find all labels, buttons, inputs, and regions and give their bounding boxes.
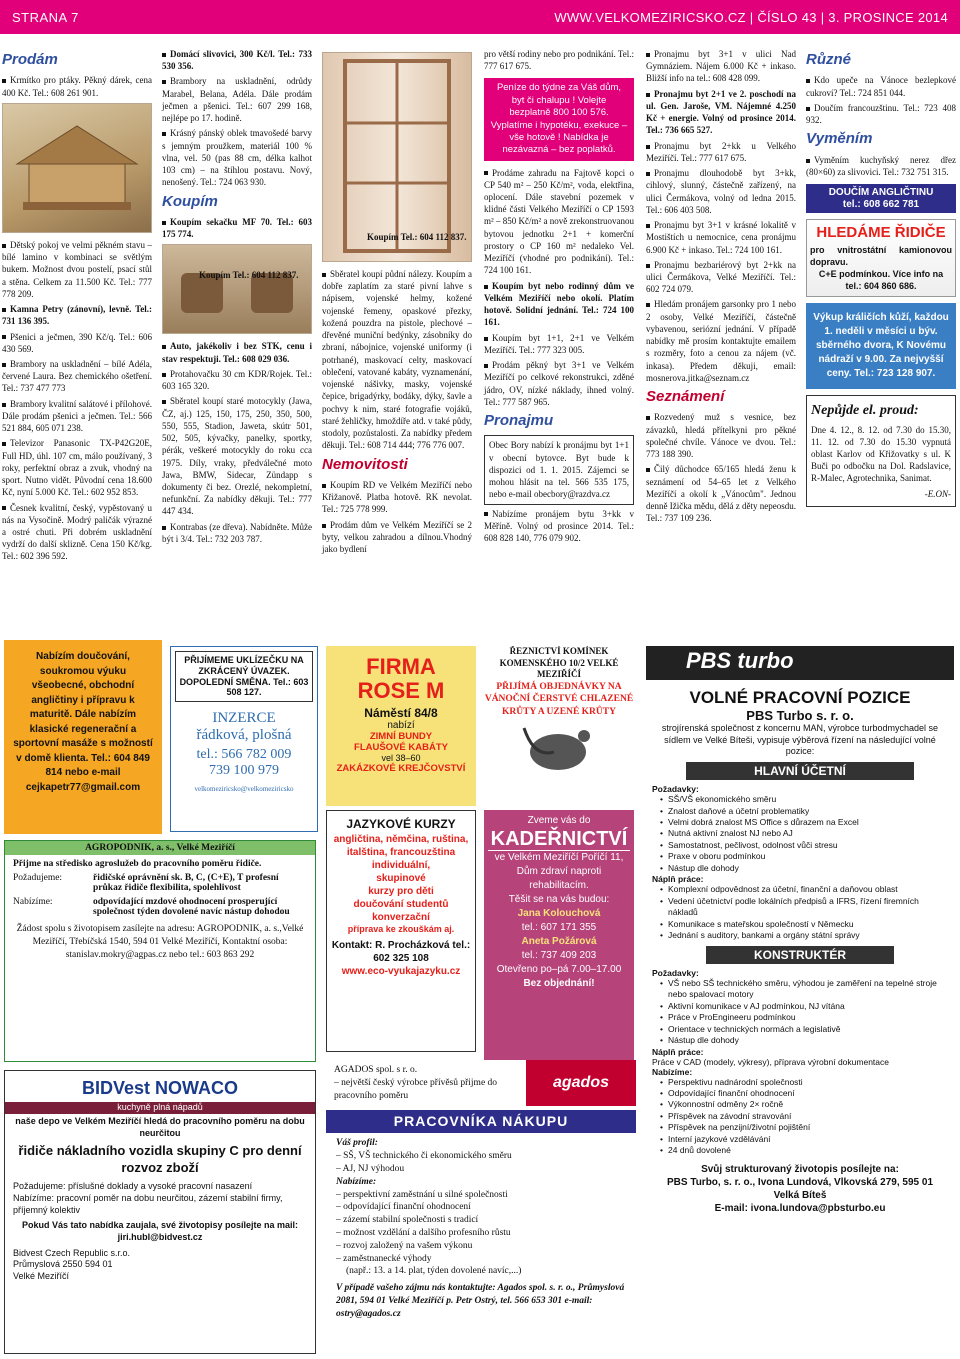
header-info: WWW.VELKOMEZIRICSKO.CZ | ČÍSLO 43 | 3. PROSINCE 2014 [554, 9, 948, 25]
jazyk-item: kurzy pro děti [368, 885, 434, 897]
list-item: • Vedení účetnictví podle lokálních předpisů a IFRS, řízení firemních nákladů [660, 896, 948, 919]
list-item: • Nástup dle dohody [660, 1035, 948, 1046]
section-title-nemovitosti: Nemovitosti [322, 455, 408, 473]
agados-prof-item: – AJ, NJ výhodou [336, 1163, 405, 1174]
agados-ad [326, 1060, 636, 1350]
pbs-offer-list [652, 1077, 948, 1157]
kader-hours: Otevřeno po–pá 7.00–17.00 [496, 964, 622, 975]
classified-ad: Sběratel koupí půdní nálezy. Koupím a dobře zaplatím za staré pivní lahve s nápisem, vojenské helmy, kožené vojenské řemeny, opaskové přezky, kožená pouzdra na pistole, plechové – dřevěné muniční bedýnky, zásobníky do zbraní, nábojnice, vojenské uniformy (i potrhané), maskovací celty, maskovací oblečení, vatované kabáty, vyznamenání, vojenské nášivky, masky, vojenské čepice, brigadýrky, bodáky, dýky, šavle a pochvy k nim, staré fotografie vojáků, staré žehličky, hmoždíře atd. v také půdy, stodoly, pozůstalosti. Za nabídky předem děkuji. Tel.: 608 714 444; 776 776 007. [322, 269, 472, 451]
power-outage-title: Nepůjde el. proud: [811, 402, 919, 418]
section-label: Váš profil: [336, 1138, 378, 1149]
inzerce-email: velkomeziricsko@velkomeziricsko [194, 785, 294, 794]
list-item: • SŠ/VŠ ekonomického směru [660, 794, 948, 805]
section-label: Požadavky: [652, 967, 699, 978]
classified-ad: pro větší rodiny nebo pro podnikání. Tel.: 777 617 675. [484, 49, 634, 72]
bidvest-tagline: kuchyně plná nápadů [5, 1102, 315, 1114]
classified-ad: Prodám dům ve Velkém Meziříčí se 2 byty, velkou zahradou a dílnou.Vhodný jako bydlení [322, 519, 472, 555]
bory-box: Obec Bory nabízí k pronájmu byt 1+1 v obecní bytovce. Byt bude k dispozici od 1. 1. 2015. Zájemci se mohou hlásit na tel. 566 535 175, nebo e-mail obecbory@razdva.cz [484, 435, 634, 504]
agropodnik-ad [4, 840, 316, 1062]
column-5 [646, 48, 796, 528]
classified-ad: Televizor Panasonic TX-P42G20E, Full HD, úhl. 107 cm, málo používaný, 3 roky, perfektní obraz a zvuk, vhodný na sport. Nutno vidět. Původní cena 18.600 Kč, nyní 5.000 Kč. Tel.: 602 952 853. [2, 438, 152, 498]
inzerce-phone-2: 739 100 979 [209, 763, 279, 779]
kader-staff-intro: Těšit se na vás budou: [508, 894, 610, 905]
classified-ad: Koupím byt nebo rodinný dům ve Velkém Meziříčí nebo okolí. Platím hotově. Solidní jednání. Tel.: 724 100 161. [484, 280, 634, 328]
classified-ad: Pronajmu byt 2+kk u Velkého Meziříčí. Tel.: 777 617 675. [646, 140, 796, 163]
kader-invite: Zveme vás do [527, 815, 591, 826]
hledame-ridice-ad [806, 219, 956, 296]
classified-ad: Krmítko pro ptáky. Pěkný dárek, cena 400 Kč. Tel.: 608 261 901. [2, 75, 152, 98]
agro-off-row [13, 897, 307, 917]
column-3 [322, 48, 472, 558]
house-buy-box: Peníze do týdne za Váš dům, byt či chalupu ! Volejte bezplatně 800 100 576. Vyplatíme i hypotéku, exekuce – vše hotově ! Nabídka je nezávazná – bez poplatků. [484, 78, 634, 160]
firma-address: Náměstí 84/8 [364, 706, 438, 720]
pbs-title: VOLNÉ PRACOVNÍ POZICE [689, 688, 911, 707]
classified-ad: Česnek kvalitní, český, vypěstovaný u nás na Vysočině. Modrý paličák výrazné a ostré chuti. Při dobrém uskladnění vydrží do další sklizně. Cena 150 Kč/kg. Tel.: 602 396 592. [2, 502, 152, 562]
agados-prof-item: – SŠ, VŠ technického či ekonomického směru [336, 1151, 512, 1162]
agados-off-item: – rozvoj založený na vašem výkonu [336, 1240, 473, 1251]
pbs-job-title: KONSTRUKTÉR [706, 946, 894, 964]
pbs-company: PBS Turbo s. r. o. [746, 708, 854, 723]
firma-sizes: vel 38–60 [381, 753, 421, 763]
jazyk-langs: angličtina, němčina, ruština, italština, francouzština [333, 833, 469, 858]
firma-label: FIRMA [366, 654, 436, 679]
classified-ad: Auto, jakékoliv i bez STK, cenu i stav respektuji. Tel.: 608 029 036. [162, 341, 312, 364]
pbs-intro: strojírenská společnost z koncernu MAN, výrobce turbodmychadel se sídlem ve Velké Bíteši, vypisuje výběrová řízení na následující volné pozice: [661, 723, 939, 757]
pbs-foot-line: Svůj strukturovaný životopis posílejte na: [701, 1163, 899, 1175]
column-4 [484, 48, 634, 547]
bidvest-contact: Pokud Vás tato nabídka zaujala, své životopisy posílejte na mail: jiri.hubl@bidvest.cz [21, 1220, 299, 1242]
section-label: Požadavky: [652, 784, 699, 795]
reznictvi-offer: PŘIJÍMÁ OBJEDNÁVKY NA VÁNOČNÍ ČERSTVÉ CHLAZENÉ KRŮTY A UZENÉ KRŮTY [484, 682, 634, 717]
agados-head-block [326, 1060, 516, 1106]
list-item: • Perspektivu nadnárodní společnosti [660, 1077, 948, 1088]
bird-feeder-photo [2, 103, 152, 233]
agro-title: AGROPODNIK, a. s., Velké Meziříčí [5, 841, 315, 855]
column-prodam [2, 48, 152, 566]
agro-req-text: řidičské oprávnění sk. B, C, (C+E), T profesní průkaz řidiče flexibilita, spolehlivost [93, 873, 279, 893]
kader-title: KADEŘNICTVÍ [488, 828, 630, 851]
pbs-job2-details [646, 968, 954, 1157]
armchairs-photo [162, 244, 312, 334]
list-item: • Orientace v technických normách a legislativě [660, 1024, 948, 1035]
pbs-req2-list [652, 978, 948, 1047]
list-item: • Nástup dle dohody [660, 863, 948, 874]
agro-off-text: odpovídající mzdové ohodnocení prosperující společnost týden dovolené navíc nástup dohodou [93, 897, 290, 917]
wall-unit-photo [322, 52, 472, 262]
inzerce-ad [170, 646, 318, 832]
classified-ad: Doučím francouzštinu. Tel.: 723 408 932. [806, 102, 956, 126]
pbs-job1-details [646, 784, 954, 942]
pbs-work2-text: Práce v CAD (modely, výkresy), příprava výrobní dokumentace [652, 1056, 889, 1067]
pbs-job-title: HLAVNÍ ÚČETNÍ [686, 762, 914, 780]
power-outage-box [806, 395, 956, 507]
pbs-foot-line: PBS Turbo, s. r. o., Ivona Lundová, Vlkovská 279, 595 01 Velká Bíteš [666, 1176, 934, 1201]
classified-ad: Kdo upeče na Vánoce bezlepkové cukroví? Tel.: 724 851 044. [806, 75, 956, 98]
agro-req-label: Požadujeme: [13, 873, 63, 883]
section-label: Nabízíme: [652, 1066, 693, 1077]
pbs-foot-line: E-mail: ivona.lundova@pbsturbo.eu [714, 1202, 886, 1214]
agados-head: AGADOS spol. s r. o. [334, 1065, 418, 1075]
list-item: • Praxe v oboru podmínkou [660, 851, 948, 862]
classified-ad: Koupím RD ve Velkém Meziříčí nebo Křižanově. Platba hotově. RK nevolat. Tel.: 725 778 999. [322, 479, 472, 515]
firma-item: FLAUŠOVÉ KABÁTY [354, 742, 448, 753]
classified-ad: Čilý důchodce 65/165 hledá ženu k seznámení od 54–65 let z Velkého Meziříčí a okolí k „Vánocům". Jednou denně Ižička mědu, dělá z děty nepeosdu. Tel.: 737 109 236. [646, 464, 796, 524]
doucim-anglictinu-ad [806, 184, 956, 213]
pbs-logo: PBS turbo [646, 646, 954, 680]
jazyk-item: skupinové [376, 872, 426, 884]
classified-ad: Pronajmu byt 3+1 v ulici Nad Gymnáziem. Nájem 6.000 Kč + inkaso. Bližší info na tel.: 608 428 099. [646, 49, 796, 84]
classified-ad: Brambory na uskladnění – bílé Adéla, červené Laura. Bez chemického ošetření. Tel.: 737 477 773 [2, 358, 152, 394]
classified-ad: Pronajmu byt 2+1 ve 2. poschodí na ul. Gen. Jaroše, VM. Nájemné 4.250 Kč + energie. Volný od prosince 2014. Tel.: 736 665 527. [646, 88, 796, 136]
list-item: • VŠ nebo SŠ technického směru, výhodou je zaměření na tepelné stroje nebo spalovací motory [660, 978, 948, 1001]
section-title-prodam: Prodám [2, 51, 58, 68]
jazyk-item: příprava ke zkouškám aj. [347, 923, 455, 934]
classified-ad: Brambory kvalitní salátové i přílohové. Dále prodám pšenici a ječmen. Tel.: 566 521 884, 605 071 238. [2, 398, 152, 434]
list-item: • Nutná aktivní znalost NJ nebo AJ [660, 828, 948, 839]
agados-dates: (např.: 13. a 14. plat, týden dovolené navíc,...) [346, 1266, 522, 1277]
classified-ad: Koupím sekačku MF 70. Tel.: 603 175 774. [162, 216, 312, 240]
page-header [0, 0, 960, 34]
list-item: • Komplexní odpovědnost za účetní, finanční a daňovou oblast [660, 884, 948, 895]
reznictvi-ad [484, 646, 634, 806]
classified-ad: Prodáme zahradu na Fajtově kopci o CP 540 m² – 250 Kč/m², voda, elektřina, oplocení. Dále stavební pozemek v klidné části Velkého Meziříčí o CP 1593 m² – 850 Kč/m² a nově zrekonstruovanou bytovou jednotku 2+1 + komerční prostory o CP 160 m² nedaleko Vel. Meziříčí (vhodné pro podnikání). Tel.: 724 100 161. [484, 167, 634, 276]
agro-intro: Přijme na středisko agroslužeb do pracovního poměru řidiče. [13, 859, 262, 869]
list-item: • Velmi dobrá znalost MS Office s důrazem na Excel [660, 817, 948, 828]
agro-off-label: Nabízíme: [13, 897, 53, 907]
kadernictvi-ad [484, 810, 634, 1060]
list-item: • Samostatnost, pečlivost, odolnost vůči stresu [660, 840, 948, 851]
firma-item: ZIMNÍ BUNDY [369, 731, 433, 742]
ad-phone: tel.: 608 662 781 [842, 198, 920, 210]
agados-off-item: – možnost vzdělání a dalšího profesního růstu [336, 1228, 511, 1239]
page-number: STRANA 7 [12, 9, 79, 25]
section-label: Náplň práce: [652, 874, 704, 885]
firma-item: ZAKÁZKOVÉ KREJČOVSTVÍ [336, 763, 466, 774]
list-item: • Výkonnostní odměny 2× ročně [660, 1099, 948, 1110]
classified-ad: Koupím byt 1+1, 2+1 ve Velkém Meziříčí. Tel.: 777 323 005. [484, 332, 634, 355]
armchairs-image [163, 245, 311, 333]
section-title-ruzne: Různé [806, 51, 851, 68]
pbs-work1-list [652, 884, 948, 941]
agados-off-item: – odpovídající finanční ohodnocení [336, 1202, 471, 1213]
section-title-koupim: Koupím [162, 192, 218, 210]
kader-phone: tel.: 607 171 355 [521, 922, 597, 933]
list-item: • Znalost daňové a účetní problematiky [660, 806, 948, 817]
agro-req-row [13, 873, 307, 893]
power-outage-text: Dne 4. 12., 8. 12. od 7.30 do 15.30, 11. 12. od 7.30 do 15.30 vypnutá oblast Karlov od Křižovatky s ul. K Buči po odbočku na Dol. Radslavice, R-Malec, Agrotechnika, Sanimat. [811, 424, 951, 484]
kader-address: ve Velkém Meziříčí Poříčí 11, Dům zdraví naproti rehabilitacím. [494, 852, 624, 891]
list-item: • Jednání s auditory, bankami a orgány státní správy [660, 930, 948, 941]
agados-bar: PRACOVNÍKA NÁKUPU [326, 1110, 636, 1133]
column-2 [162, 48, 312, 548]
classified-ad: Protahovačku 30 cm KDR/Rojek. Tel.: 603 165 320. [162, 368, 312, 392]
photo-caption: Koupím Tel.: 604 112 837. [199, 270, 299, 281]
section-label: Nabízíme: [336, 1176, 377, 1187]
jazyk-web: www.eco-vyukajazyku.cz [341, 966, 461, 978]
classified-ad: Dětský pokoj ve velmi pěkném stavu – bílé lamino v kombinaci se světlým bukem. Možnost dvou postelí, psací stůl a stěna. Celkem za 11.500 Kč. Tel.: 777 778 209. [2, 239, 152, 299]
kader-note: Bez objednání! [523, 978, 595, 989]
section-title-vymenim: Vyměním [806, 130, 873, 148]
jazyk-title: JAZYKOVÉ KURZY [346, 817, 456, 831]
pbs-footer [646, 1163, 954, 1215]
list-item: • Odpovídající finanční ohodnocení [660, 1088, 948, 1099]
bidvest-req: Požadujeme: příslušné doklady a vysoké pracovní nasazení [13, 1181, 253, 1192]
list-item: • Interní jazykové vzdělávání [660, 1134, 948, 1145]
section-title-pronajmu: Pronajmu [484, 411, 554, 429]
inzerce-title: INZERCE řádková, plošná [196, 710, 292, 743]
firma-name: ROSE M [357, 678, 445, 703]
ad-title: DOUČÍM ANGLIČTINU [828, 187, 934, 199]
agados-sub: – největší český výrobce přívěsů přijme do pracovního poměru [334, 1077, 498, 1101]
bird-feeder-image [3, 104, 151, 232]
classified-ad: Domácí slivovici, 300 Kč/l. Tel.: 733 530 356. [162, 49, 312, 72]
bidvest-off: Nabízíme: pracovní poměr na dobu neurčitou, zázemí stabilní firmy, příjemný kolektiv [13, 1192, 283, 1215]
bidvest-job: řidiče nákladního vozidla skupiny C pro denní rozvoz zboží [18, 1143, 302, 1176]
section-title-seznameni: Seznámení [646, 388, 725, 406]
firma-offer: nabízí [387, 720, 415, 731]
list-item: • Příspěvek na penzijní/životní pojištění [660, 1122, 948, 1133]
classified-ad: Hledám pronájem garsonky pro 1 nebo 2 osoby, Velké Meziříčí, částečně vybavenou, seriózní jednání. V případě nabídky mě prosím kontaktujte emailem s rozměry, foto a cenou za nájem (vč. inkasa). Předem děkuji, email: mosnerova.jitka@seznam.cz [646, 299, 796, 383]
photo-caption: Koupím Tel.: 604 112 837. [367, 232, 467, 242]
jazykove-kurzy-ad [326, 810, 476, 1052]
rose-m-ad [326, 646, 476, 806]
ad-text: pro vnitrostátní kamionovou dopravu. [810, 244, 952, 267]
ad-text: C+E podmínkou. Více info na tel.: 604 860 686. [818, 269, 944, 292]
classified-ad: Nabízíme pronájem bytu 3+kk v Měříně. Volný od prosince 2014. Tel.: 608 828 140, 776 079 902. [484, 508, 634, 544]
classified-ad: Pronajmu bezbariérový byt 2+kk na ulici Čermákova, Velké Meziříčí. Tel.: 602 724 079. [646, 259, 796, 295]
classified-ad: Prodám pěkný byt 3+1 ve Velkém Meziříčí po celkové rekonstrukci, zděné jádro, OV, nízké náklady, ihned volný. Tel.: 777 587 965. [484, 360, 634, 407]
jazyk-contact: Kontakt: R. Procházková tel.: 602 325 108 [331, 940, 471, 965]
bidvest-sub: naše depo ve Velkém Meziříčí hledá do pracovního poměru na dobu neurčitou [15, 1116, 305, 1138]
classified-ad: Pšenici a ječmen, 390 Kč/q. Tel.: 606 430 569. [2, 331, 152, 354]
kader-phone: tel.: 737 409 203 [521, 950, 597, 961]
agados-top [326, 1060, 636, 1106]
classified-ad: Pronajmu dlouhodobě byt 3+kk, cihlový, slunný, částečně zařízený, na ulici Čermákova, volný od ledna 2015. Tel.: 606 403 508. [646, 168, 796, 215]
pbs-req1-list [652, 794, 948, 874]
column-6 [806, 48, 956, 507]
section-label: Náplň práce: [652, 1046, 704, 1057]
bidvest-ad [4, 1070, 316, 1354]
agados-off-item: – perspektivní zaměstnání u silné společnosti [336, 1189, 508, 1200]
power-outage-sign: -E.ON- [924, 488, 951, 499]
classified-ad: Kontrabas (ze dřeva). Nabídněte. Může být i 3/4. Tel.: 732 203 787. [162, 521, 312, 544]
classified-ad: Sběratel koupí staré motocykly (Jawa, ČZ, aj.) 125, 150, 175, 250, 350, 500, 550, 555, Stadion, Jaweta, skútr 501, 502, 505, kývačky, panelky, sportky, pérák, veškeré motocykly do roku cca 1975. Díly, vraky, předválečné moto Jawa, BMW, Sidecar, Zündapp s dokumenty či bez. Orezlé, nekompletní, nefunkční. Za nabídky děkuji. Tel.: 777 447 434. [162, 396, 312, 517]
list-item: • Příspěvek na závodní stravování [660, 1111, 948, 1122]
vykup-kuzi-ad: Výkup králičích kůží, každou 1. neděli v měsíci u býv. sběrného dvora, K Novému nádraží v 9.00. Za nejvyšší ceny. Tel.: 723 128 907. [806, 303, 956, 389]
agados-foot: V případě vašeho zájmu nás kontaktujte: Agados spol. s. r. o., Průmyslová 2081, 594 01 Velké Meziříčí p. Petr Ostrý, tel. 566 653 301 e-mail: ostry@agados.cz [336, 1283, 625, 1319]
doucovani-ad: Nabízím doučování, soukromou výuku všeobecné, obchodní angličtiny i přípravu k maturitě. Dále nabízím klasické regenerační a sportovní masáže s možností v domě klienta. Tel.: 604 849 814 nebo e-mail cejkapetr77@gmail.com [4, 640, 162, 834]
bidvest-foot: Bidvest Czech Republic s.r.o. Průmyslová 2550 594 01 Velké Meziříčí [13, 1247, 131, 1282]
list-item: • Aktivní komunikace v AJ podmínkou, NJ vítána [660, 1001, 948, 1012]
agados-logo: agados [526, 1060, 636, 1106]
pbs-turbo-ad [646, 646, 954, 1336]
classified-ad: Kamna Petry (zánovní), levně. Tel.: 731 136 395. [2, 304, 152, 327]
classified-ad: Krásný pánský oblek tmavošedé barvy s jemným proužkem, materiál 100 % vlna, vel. 50 (pas 88 cm, délka kalhot 103 cm) – na štíhlou postavu. Nový, nenošený. Tel.: 724 063 930. [162, 128, 312, 188]
ad-title: HLEDÁME ŘIDIČE [816, 224, 946, 242]
bidvest-logo: BIDVest NOWACO [81, 1078, 239, 1098]
classified-ad: Vyměním kuchyňský nerez dřez (80×60) za slivovici. Tel.: 732 751 315. [806, 154, 956, 177]
kader-name: Jana Kolouchová [517, 908, 601, 919]
agro-footer: Žádost spolu s životopisem zasílejte na adresu: AGROPODNIK, a. s.,Velké Meziříčí, Třebíčská 1540, 594 01 Velké Meziříčí, Kontaktní osoba: stanislav.mokry@agpas.cz nebo tel.: 603 863 292 [16, 924, 304, 960]
jazyk-item: individuální, [371, 859, 431, 871]
jazyk-item: konverzační [372, 911, 430, 923]
wall-unit-image [323, 53, 471, 261]
agados-off-item: – zázemí stabilní společnosti s tradicí [336, 1215, 479, 1226]
jazyk-item: doučování studentů [353, 898, 449, 910]
classified-ad: Brambory na uskladnění, odrůdy Marabel, Belana, Adéla. Dále prodám ječmen a pšenici. Tel.: 607 299 168, nejlépe po 17. hodině. [162, 76, 312, 124]
list-item: • Práce v ProEngineeru podmínkou [660, 1012, 948, 1023]
classified-ad: Pronajmu byt 3+1 v krásné lokalitě v Mostištích u nemocnice, cena pronájmu 6.900 Kč + inkaso. Tel.: 724 100 161. [646, 220, 796, 255]
uklizecka-notice: PŘIJÍMEME UKLÍZEČKU NA ZKRÁCENÝ ÚVAZEK. DOPOLEDNÍ SMĚNA. Tel.: 603 508 127. [175, 651, 313, 702]
inzerce-phone: tel.: 566 782 009 [196, 747, 292, 763]
turkey-icon [514, 718, 604, 776]
classified-ad: Rozvedený muž s vesnice, bez závazků, hledá přítelkyni pro pěkné společné chvíle. Vánoce ve dvou. Tel.: 773 188 390. [646, 412, 796, 460]
kader-name: Aneta Požárová [521, 936, 597, 947]
agados-off-item: – zaměstnanecké výhody [336, 1253, 432, 1264]
list-item: • Komunikace s mateřskou společností v Německu [660, 919, 948, 930]
agados-body [326, 1137, 636, 1320]
list-item: • 24 dnů dovolené [660, 1145, 948, 1156]
reznictvi-name: ŘEZNICTVÍ KOMÍNEK KOMENSKÉHO 10/2 VELKÉ MEZIŘÍČÍ [499, 646, 619, 680]
